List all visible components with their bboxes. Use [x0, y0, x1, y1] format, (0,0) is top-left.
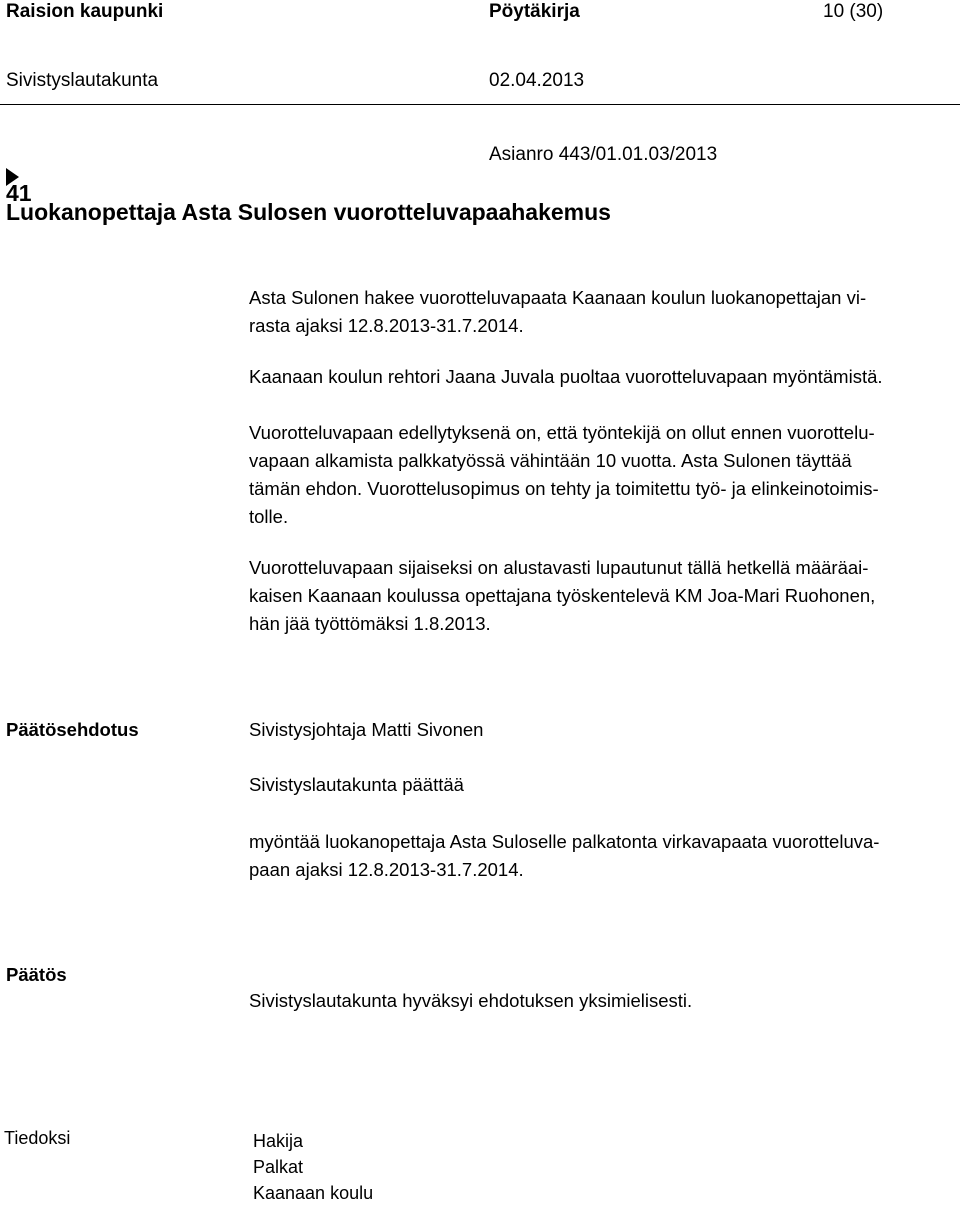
document-type: Pöytäkirja [489, 1, 580, 22]
recipient-item: Hakija [253, 1131, 304, 1151]
meeting-date: 02.04.2013 [489, 70, 585, 91]
recipient-item: Kaanaan koulu [253, 1183, 374, 1203]
case-number: Asianro 443/01.01.03/2013 [489, 144, 718, 165]
proposal-text [249, 828, 955, 884]
section-number: 41 [6, 180, 32, 206]
recipient-item: Palkat [253, 1157, 304, 1177]
paragraph-application [249, 284, 955, 340]
header-divider [0, 104, 960, 105]
proposal-label: Päätösehdotus [6, 719, 139, 740]
text-line: Kaanaan koulun rehtori Jaana Juvala puoltaa vuorotteluvapaan myöntämistä. [249, 366, 883, 387]
paragraph-requirements [249, 419, 955, 531]
page-number: 10 (30) [823, 1, 884, 22]
text-line: rasta ajaksi 12.8.2013-31.7.2014. [249, 315, 524, 336]
text-line: kaisen Kaanaan koulussa opettajana työskentelevä KM Joa-Mari Ruohonen, [249, 585, 876, 606]
text-line: Asta Sulonen hakee vuorotteluvapaata Kaanaan koulun luokanopettajan vi- [249, 287, 867, 308]
distribution-label: Tiedoksi [4, 1128, 71, 1148]
organization-name: Raision kaupunki [6, 1, 164, 22]
text-line: hän jää työttömäksi 1.8.2013. [249, 613, 491, 634]
text-line: myöntää luokanopettaja Asta Suloselle palkatonta virkavapaata vuorotteluva- [249, 831, 880, 852]
paragraph-recommendation [249, 363, 955, 391]
text-line: tämän ehdon. Vuorottelusopimus on tehty ja toimitettu työ- ja elinkeinotoimis- [249, 478, 879, 499]
decision-text: Sivistyslautakunta hyväksyi ehdotuksen yksimielisesti. [249, 990, 693, 1011]
committee-name: Sivistyslautakunta [6, 70, 159, 91]
distribution-list [253, 1128, 373, 1206]
proposer-name: Sivistysjohtaja Matti Sivonen [249, 719, 484, 740]
text-line: tolle. [249, 506, 289, 527]
decision-label: Päätös [6, 964, 67, 985]
paragraph-substitute [249, 554, 955, 638]
text-line: Vuorotteluvapaan edellytyksenä on, että työntekijä on ollut ennen vuorottelu- [249, 422, 875, 443]
text-line: Vuorotteluvapaan sijaiseksi on alustavasti lupautunut tällä hetkellä määräai- [249, 557, 869, 578]
case-title: Luokanopettaja Asta Sulosen vuorotteluvapaahakemus [6, 199, 611, 225]
decides-line: Sivistyslautakunta päättää [249, 774, 464, 795]
text-line: vapaan alkamista palkkatyössä vähintään 10 vuotta. Asta Sulonen täyttää [249, 450, 852, 471]
text-line: paan ajaksi 12.8.2013-31.7.2014. [249, 859, 524, 880]
